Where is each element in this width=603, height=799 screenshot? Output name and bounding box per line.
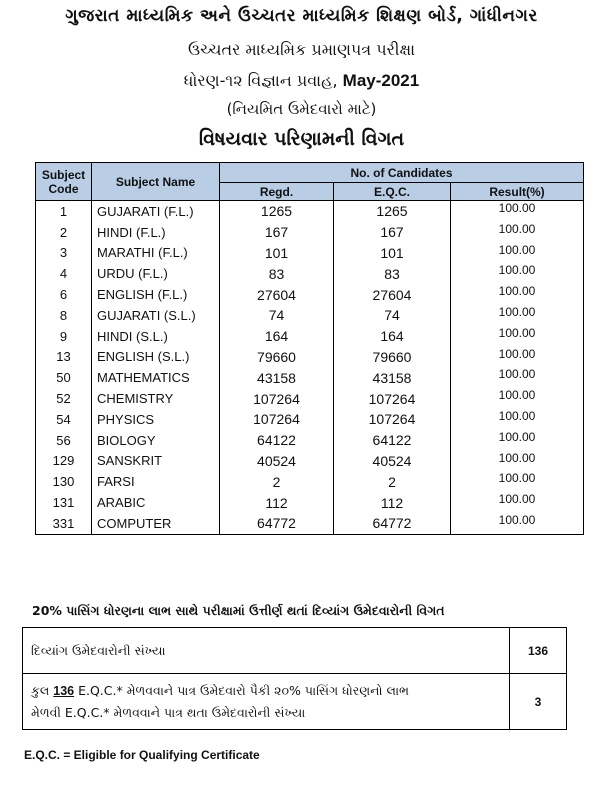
subject-name: COMPUTER [92, 513, 220, 534]
table-row [36, 492, 584, 513]
header-subject-code: Subject Code [36, 163, 92, 201]
eqc-count: 164 [334, 326, 451, 347]
subject-code: 130 [36, 471, 92, 492]
eqc-count: 167 [334, 222, 451, 243]
subject-code: 331 [36, 513, 92, 534]
subject-code: 13 [36, 347, 92, 368]
subject-code: 9 [36, 326, 92, 347]
divyang-eqc-line2: મેળવી E.Q.C.* મેળવવાને પાત્ર થતા ઉમેદવારોની સંખ્યા [31, 704, 306, 720]
regd-count: 2 [220, 471, 334, 492]
header-result: Result(%) [451, 183, 584, 201]
result-percent: 100.00 [451, 451, 584, 472]
subject-name: FARSI [92, 471, 220, 492]
result-percent: 100.00 [451, 471, 584, 492]
divyang-table [22, 627, 567, 730]
regd-count: 64772 [220, 513, 334, 534]
subject-name: MARATHI (F.L.) [92, 243, 220, 264]
subject-code: 56 [36, 430, 92, 451]
divyang-eqc-mid: E.Q.C.* મેળવવાને પાત્ર ઉમેદવારો પૈકી ૨૦% પાસિંગ ધોરણનો લાભ [74, 682, 410, 698]
eqc-count: 64122 [334, 430, 451, 451]
eqc-count: 101 [334, 243, 451, 264]
regd-count: 1265 [220, 201, 334, 222]
table-row [36, 367, 584, 388]
table-row [36, 388, 584, 409]
subject-code: 6 [36, 284, 92, 305]
result-percent: 100.00 [451, 409, 584, 430]
subject-name: MATHEMATICS [92, 367, 220, 388]
subject-code: 4 [36, 263, 92, 284]
candidate-type: (નિયમિત ઉમેદવારો માટે) [226, 100, 377, 118]
result-percent: 100.00 [451, 222, 584, 243]
subject-code: 1 [36, 201, 92, 222]
result-percent: 100.00 [451, 347, 584, 368]
divyang-count-value: 136 [510, 628, 567, 674]
eqc-count: 40524 [334, 451, 451, 472]
divyang-heading: 20% પાસિંગ ધોરણના લાભ સાથે પરીક્ષામાં ઉત્તીર્ણ થતાં દિવ્યાંગ ઉમેદવારોની વિગત [32, 603, 445, 618]
table-row [36, 513, 584, 534]
table-row [36, 243, 584, 264]
divyang-eqc-line1 [31, 683, 501, 699]
result-percent: 100.00 [451, 388, 584, 409]
result-percent: 100.00 [451, 367, 584, 388]
divyang-count-label: દિવ્યાંગ ઉમેદવારોની સંખ્યા [23, 628, 510, 674]
regd-count: 107264 [220, 388, 334, 409]
eqc-count: 43158 [334, 367, 451, 388]
regd-count: 40524 [220, 451, 334, 472]
eqc-footnote: E.Q.C. = Eligible for Qualifying Certificate [24, 748, 260, 762]
result-heading: વિષયવાર પરિણામની વિગત [198, 128, 405, 150]
eqc-count: 27604 [334, 284, 451, 305]
subject-name: ARABIC [92, 492, 220, 513]
divyang-eqc-value: 3 [510, 674, 567, 730]
header-regd: Regd. [220, 183, 334, 201]
eqc-count: 79660 [334, 347, 451, 368]
eqc-count: 83 [334, 263, 451, 284]
result-percent: 100.00 [451, 513, 584, 534]
divyang-eqc-total: 136 [53, 683, 75, 698]
regd-count: 79660 [220, 347, 334, 368]
regd-count: 64122 [220, 430, 334, 451]
table-row [36, 471, 584, 492]
regd-count: 43158 [220, 367, 334, 388]
header-eqc: E.Q.C. [334, 183, 451, 201]
eqc-count: 64772 [334, 513, 451, 534]
eqc-count: 112 [334, 492, 451, 513]
table-row [36, 263, 584, 284]
regd-count: 101 [220, 243, 334, 264]
table-row [36, 284, 584, 305]
regd-count: 167 [220, 222, 334, 243]
result-percent: 100.00 [451, 492, 584, 513]
eqc-count: 107264 [334, 388, 451, 409]
header-no-of-candidates: No. of Candidates [220, 163, 584, 183]
stream-text: ધોરણ-૧૨ વિજ્ઞાન પ્રવાહ, [183, 71, 343, 90]
eqc-count: 2 [334, 471, 451, 492]
subject-name: HINDI (S.L.) [92, 326, 220, 347]
subject-name: HINDI (F.L.) [92, 222, 220, 243]
subject-code: 54 [36, 409, 92, 430]
subject-name: GUJARATI (F.L.) [92, 201, 220, 222]
table-row [36, 222, 584, 243]
subject-name: BIOLOGY [92, 430, 220, 451]
table-row [36, 201, 584, 222]
exam-title: ઉચ્ચતર માધ્યમિક પ્રમાણપત્ર પરીક્ષા [187, 40, 416, 59]
subject-name: ENGLISH (F.L.) [92, 284, 220, 305]
subject-name: URDU (F.L.) [92, 263, 220, 284]
result-percent: 100.00 [451, 430, 584, 451]
subject-code: 131 [36, 492, 92, 513]
subject-name: GUJARATI (S.L.) [92, 305, 220, 326]
eqc-count: 107264 [334, 409, 451, 430]
subject-code: 52 [36, 388, 92, 409]
result-percent: 100.00 [451, 305, 584, 326]
table-row [36, 409, 584, 430]
divyang-eqc-label [23, 674, 510, 730]
result-percent: 100.00 [451, 263, 584, 284]
regd-count: 164 [220, 326, 334, 347]
board-title: ગુજરાત માધ્યમિક અને ઉચ્ચતર માધ્યમિક શિક્ષણ બોર્ડ, ગાંધીનગર [65, 6, 538, 26]
eqc-count: 1265 [334, 201, 451, 222]
result-percent: 100.00 [451, 326, 584, 347]
regd-count: 74 [220, 305, 334, 326]
exam-month: May-2021 [342, 71, 420, 90]
regd-count: 107264 [220, 409, 334, 430]
table-row [36, 451, 584, 472]
regd-count: 112 [220, 492, 334, 513]
stream-title [0, 71, 603, 91]
subject-code: 3 [36, 243, 92, 264]
table-row [36, 305, 584, 326]
result-percent: 100.00 [451, 201, 584, 222]
regd-count: 83 [220, 263, 334, 284]
divyang-eqc-pre: કુલ [31, 682, 54, 698]
header-subject-name: Subject Name [92, 163, 220, 201]
subject-name: ENGLISH (S.L.) [92, 347, 220, 368]
result-percent: 100.00 [451, 284, 584, 305]
subject-code: 50 [36, 367, 92, 388]
eqc-count: 74 [334, 305, 451, 326]
subject-name: CHEMISTRY [92, 388, 220, 409]
subject-name: PHYSICS [92, 409, 220, 430]
subject-code: 129 [36, 451, 92, 472]
subject-result-table [35, 162, 584, 535]
regd-count: 27604 [220, 284, 334, 305]
subject-code: 2 [36, 222, 92, 243]
table-row [36, 347, 584, 368]
table-row [36, 326, 584, 347]
subject-code: 8 [36, 305, 92, 326]
result-percent: 100.00 [451, 243, 584, 264]
subject-name: SANSKRIT [92, 451, 220, 472]
table-row [36, 430, 584, 451]
